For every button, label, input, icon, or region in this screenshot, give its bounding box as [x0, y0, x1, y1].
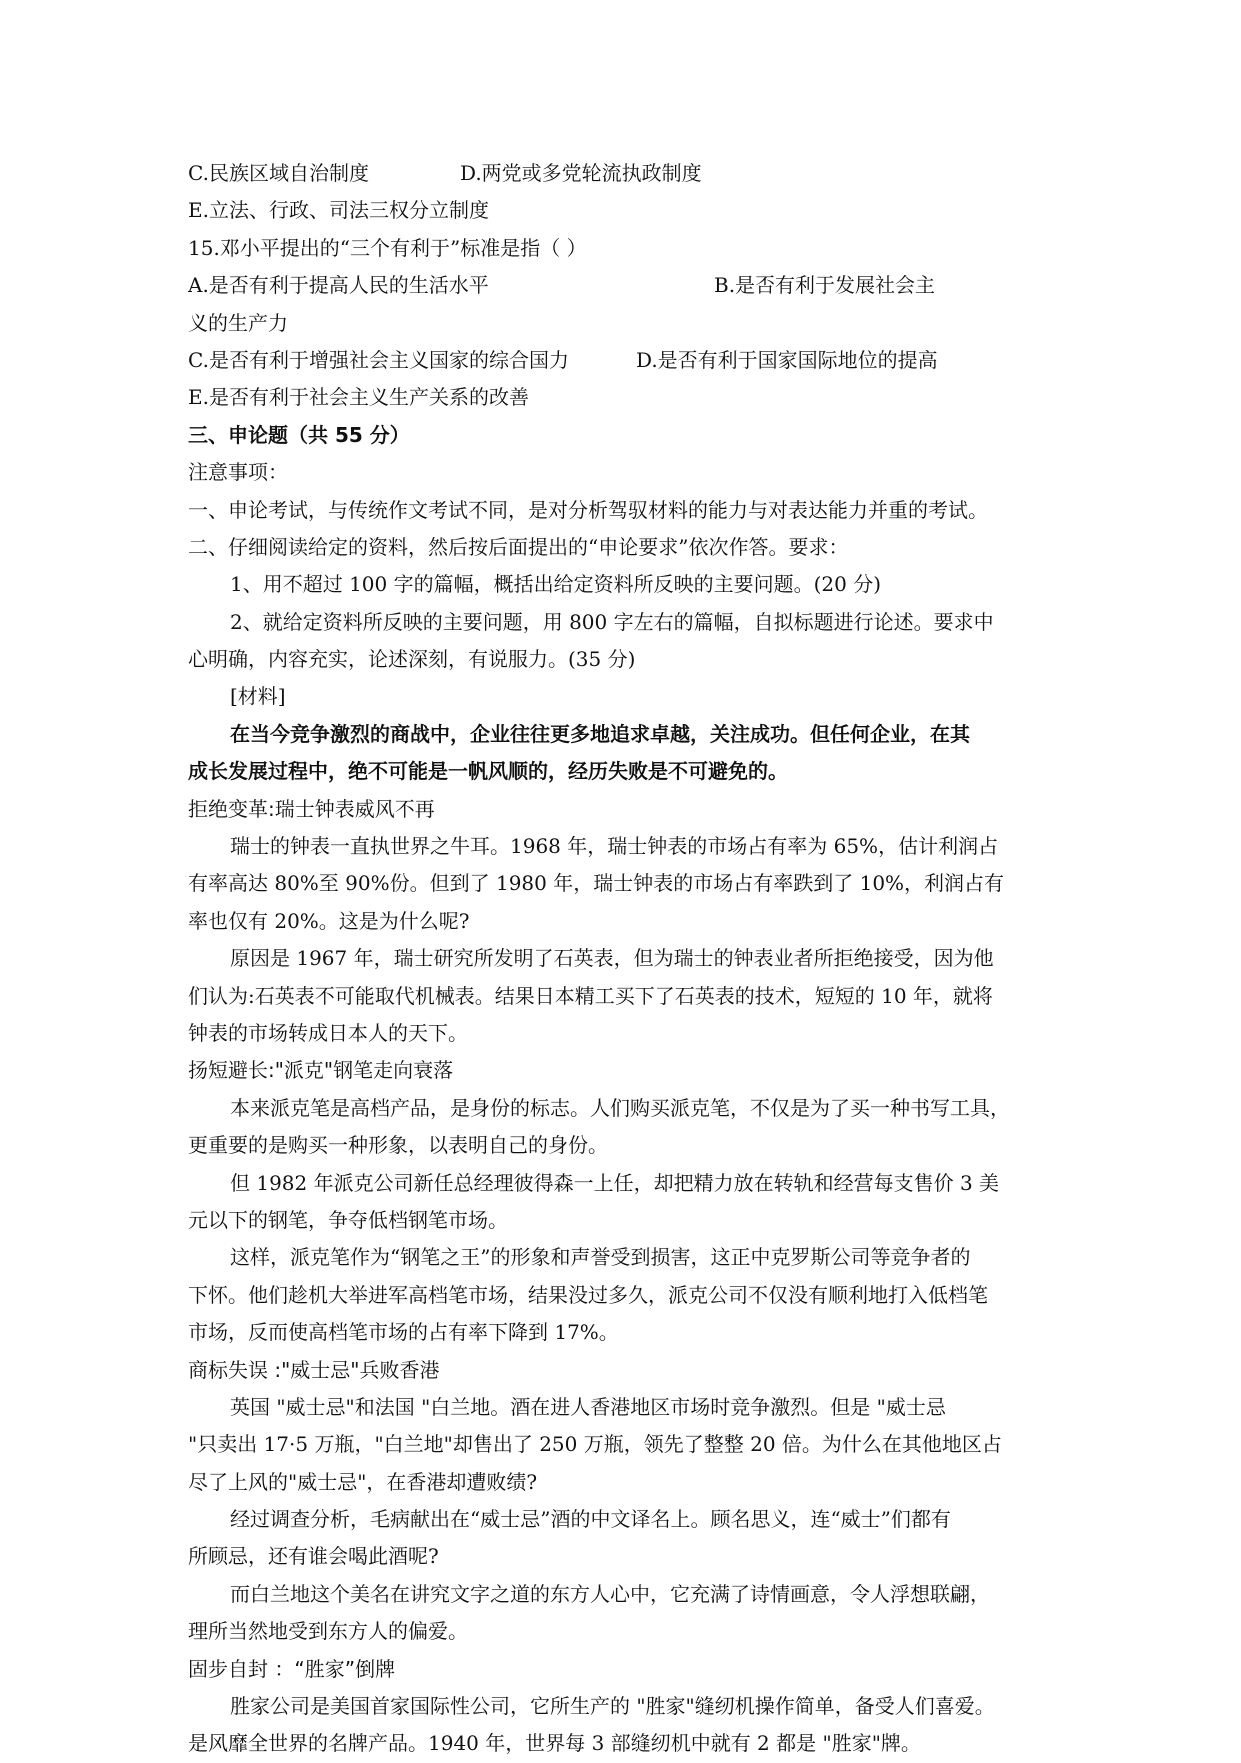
paragraph-line: 经过调查分析，毛病献出在“威士忌”酒的中文译名上。顾名思义，连“威士”们都有: [230, 1507, 951, 1532]
paragraph-line: 下怀。他们趁机大举进军高档笔市场，结果没过多久，派克公司不仅没有顺利地打入低档笔: [188, 1282, 988, 1307]
paragraph-line: 元以下的钢笔，争夺低档钢笔市场。: [188, 1207, 508, 1232]
notes-heading: 注意事项：: [188, 460, 288, 485]
paragraph-line: 理所当然地受到东方人的偏爱。: [188, 1619, 468, 1644]
option-e: E.立法、行政、司法三权分立制度: [188, 198, 489, 223]
paragraph-line: 们认为:石英表不可能取代机械表。结果日本精工买下了石英表的技术，短短的 10 年，就将: [188, 983, 993, 1008]
option-line: [188, 342, 1056, 379]
question-15: 15.邓小平提出的“三个有利于”标准是指（ ）: [188, 235, 587, 260]
paragraph-line: 率也仅有 20%。这是为什么呢?: [188, 908, 470, 933]
material-intro: 在当今竞争激烈的商战中，企业往往更多地追求卓越，关注成功。但任何企业，在其: [230, 721, 970, 746]
paragraph-line: 所顾忌，还有谁会喝此酒呢?: [188, 1544, 439, 1569]
paragraph-line: 但 1982 年派克公司新任总经理彼得森一上任，却把精力放在转轨和经营每支售价 3 美: [230, 1170, 1000, 1195]
note-2: 二、仔细阅读给定的资料，然后按后面提出的“申论要求”依次作答。要求：: [188, 534, 849, 559]
section-heading: 三、申论题（共 55 分）: [188, 422, 410, 447]
option-d: D.两党或多党轮流执政制度: [460, 161, 702, 185]
option-a: A.是否有利于提高人民的生活水平: [188, 273, 489, 298]
requirement-1: 1、用不超过 100 字的篇幅，概括出给定资料所反映的主要问题。(20 分): [230, 572, 882, 597]
case-heading-swiss: 拒绝变革:瑞士钟表威风不再: [188, 796, 435, 821]
paragraph-line: 钟表的市场转成日本人的天下。: [188, 1020, 468, 1045]
option-e: E.是否有利于社会主义生产关系的改善: [188, 385, 529, 410]
case-heading-singer: 固步自封 ：“胜家”倒牌: [188, 1656, 396, 1681]
paragraph-line: 尽了上风的"威士忌"，在香港却遭败绩?: [188, 1469, 538, 1494]
paragraph-line: 有率高达 80%至 90%份。但到了 1980 年，瑞士钟表的市场占有率跌到了 10%，利润占有: [188, 871, 1005, 896]
paragraph-line: 更重要的是购买一种形象，以表明自己的身份。: [188, 1133, 608, 1158]
paragraph-line: 这样，派克笔作为“钢笔之王”的形象和声誉受到损害，这正中克罗斯公司等竞争者的: [230, 1245, 971, 1270]
option-c: C.是否有利于增强社会主义国家的综合国力: [188, 347, 569, 372]
case-heading-parker: 扬短避长:"派克"钢笔走向衰落: [188, 1058, 454, 1083]
option-c: C.民族区域自治制度: [188, 161, 369, 185]
case-heading-whisky: 商标失误 :"威士忌"兵败香港: [188, 1357, 440, 1382]
paragraph-line: 市场，反而使高档笔市场的占有率下降到 17%。: [188, 1320, 619, 1345]
option-line: [188, 267, 1056, 304]
material-intro-continued: 成长发展过程中，绝不可能是一帆风顺的，经历失败是不可避免的。: [188, 759, 788, 784]
material-label: [材料]: [230, 684, 286, 709]
requirement-2: 2、就给定资料所反映的主要问题，用 800 字左右的篇幅，自拟标题进行论述。要求中: [230, 609, 994, 634]
option-line: [188, 155, 1056, 192]
option-d: D.是否有利于国家国际地位的提高: [636, 347, 938, 372]
paragraph-line: 本来派克笔是高档产品，是身份的标志。人们购买派克笔，不仅是为了买一种书写工具，: [230, 1095, 1010, 1120]
option-b-continued: 义的生产力: [188, 310, 288, 335]
requirement-2-continued: 心明确，内容充实，论述深刻，有说服力。(35 分): [188, 647, 636, 672]
paragraph-line: 胜家公司是美国首家国际性公司，它所生产的 "胜家"缝纫机操作简单，备受人们喜爱。: [230, 1694, 995, 1719]
note-1: 一、申论考试，与传统作文考试不同，是对分析驾驭材料的能力与对表达能力并重的考试。: [188, 497, 988, 522]
paragraph-line: 原因是 1967 年，瑞士研究所发明了石英表，但为瑞士的钟表业者所拒绝接受，因为他: [230, 946, 994, 971]
option-b: B.是否有利于发展社会主: [714, 273, 936, 298]
paragraph-line: 而白兰地这个美名在讲究文字之道的东方人心中，它充满了诗情画意，令人浮想联翩，: [230, 1581, 990, 1606]
paragraph-line: 瑞士的钟表一直执世界之牛耳。1968 年，瑞士钟表的市场占有率为 65%，估计利润占: [230, 834, 999, 859]
paragraph-line: "只卖出 17·5 万瓶，"白兰地"却售出了 250 万瓶，领先了整整 20 倍。为什么在其他地区占: [188, 1432, 1002, 1457]
paragraph-line: 英国 "威士忌"和法国 "白兰地。酒在进人香港地区市场时竞争激烈。但是 "威士忌: [230, 1394, 946, 1419]
document-page: [188, 155, 1056, 1763]
paragraph-line: 是风靡全世界的名牌产品。1940 年，世界每 3 部缝纫机中就有 2 都是 "胜家"牌。: [188, 1731, 921, 1756]
